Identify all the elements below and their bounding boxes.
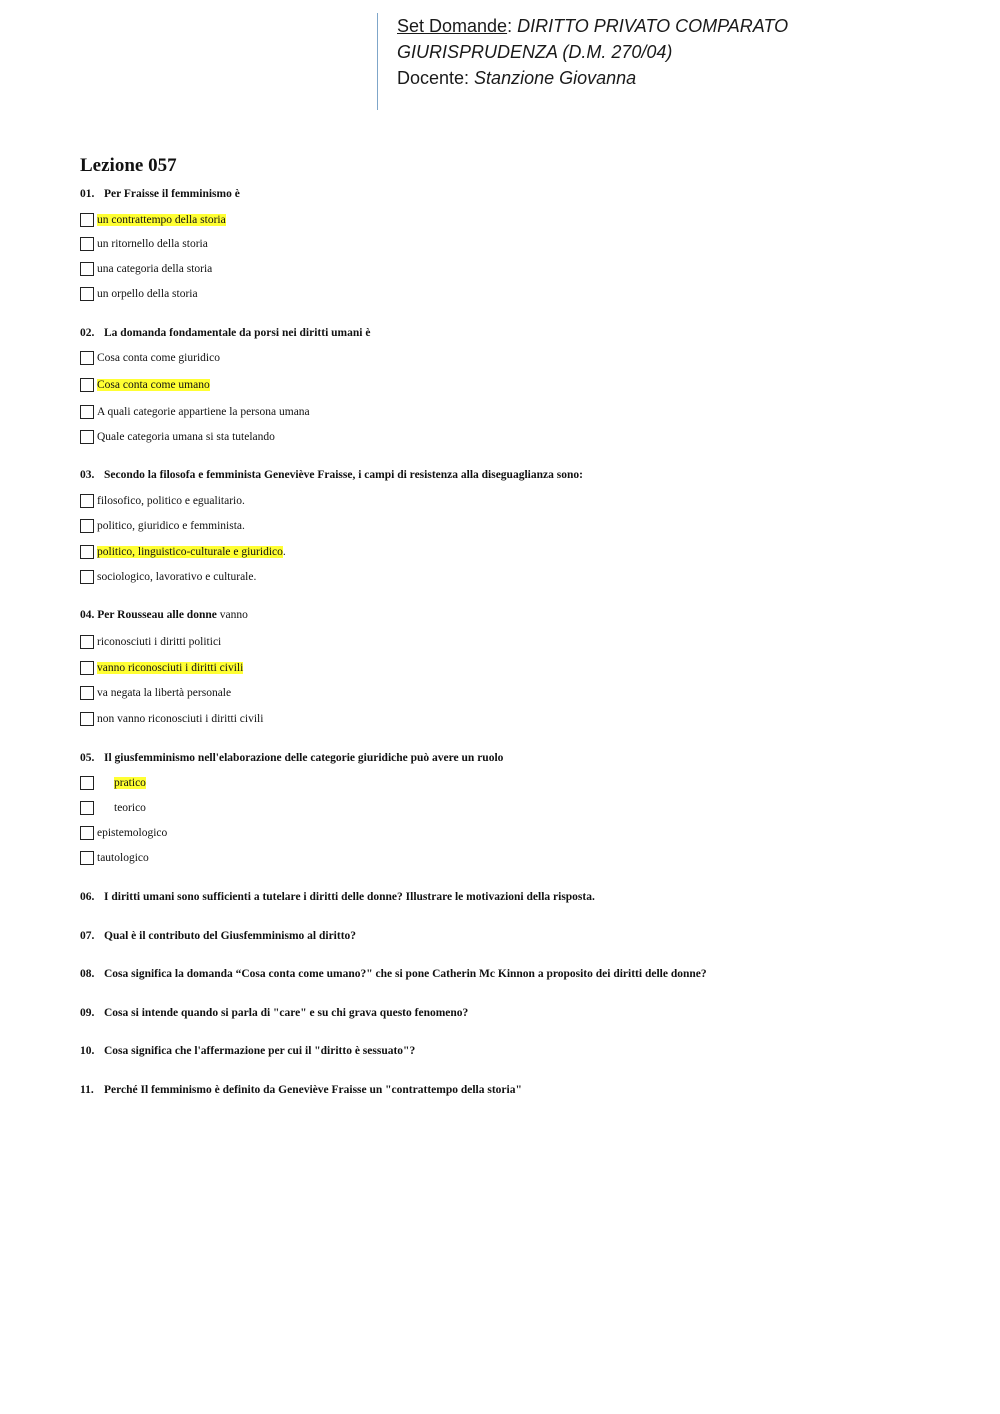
question-05 <box>80 752 503 764</box>
option[interactable] <box>80 213 226 227</box>
question-number: 11. <box>80 1084 94 1096</box>
question-text: La domanda fondamentale da porsi nei diritti umani è <box>104 327 371 339</box>
question-number: 07. <box>80 930 95 942</box>
course-title-line1: DIRITTO PRIVATO COMPARATO <box>517 16 789 36</box>
checkbox[interactable] <box>80 378 94 392</box>
question-number: 02. <box>80 327 95 339</box>
set-line <box>397 13 788 39</box>
option[interactable] <box>80 405 310 419</box>
option-label: A quali categorie appartiene la persona umana <box>97 406 310 418</box>
option-label: politico, giuridico e femminista. <box>97 520 245 532</box>
question-number: 06. <box>80 891 95 903</box>
question-number: 10. <box>80 1045 95 1057</box>
checkbox[interactable] <box>80 545 94 559</box>
checkbox[interactable] <box>80 570 94 584</box>
option[interactable] <box>80 237 208 251</box>
question-10 <box>80 1045 415 1057</box>
option[interactable] <box>80 378 210 392</box>
option[interactable] <box>80 686 231 700</box>
question-text: Il giusfemminismo nell'elaborazione delle categorie giuridiche può avere un ruolo <box>104 752 504 764</box>
checkbox[interactable] <box>80 405 94 419</box>
checkbox[interactable] <box>80 712 94 726</box>
course-title-line2: GIURISPRUDENZA (D.M. 270/04) <box>397 42 673 62</box>
question-number: 08. <box>80 968 95 980</box>
option[interactable] <box>80 801 146 815</box>
question-text: Qual è il contributo del Giusfemminismo al diritto? <box>104 930 357 942</box>
option[interactable] <box>80 430 275 444</box>
option-label: va negata la libertà personale <box>97 687 232 699</box>
option-label: Cosa conta come giuridico <box>97 352 220 364</box>
option-label: riconosciuti i diritti politici <box>97 636 222 648</box>
question-11 <box>80 1084 522 1096</box>
option-label: filosofico, politico e egualitario. <box>97 495 245 507</box>
question-01 <box>80 188 240 200</box>
checkbox[interactable] <box>80 851 94 865</box>
option[interactable] <box>80 262 212 276</box>
option-suffix: . <box>282 546 286 558</box>
question-number: 05. <box>80 752 95 764</box>
option[interactable] <box>80 712 263 726</box>
option-label: un ritornello della storia <box>97 238 208 250</box>
question-text: Cosa si intende quando si parla di "care" e su chi grava questo fenomeno? <box>104 1007 469 1019</box>
question-09 <box>80 1007 468 1019</box>
option-label: politico, linguistico-culturale e giuridico <box>97 546 283 558</box>
docente-line <box>397 65 788 91</box>
option-label: una categoria della storia <box>97 263 213 275</box>
question-text: Per Fraisse il femminismo è <box>104 188 240 200</box>
option[interactable] <box>80 287 198 301</box>
checkbox[interactable] <box>80 351 94 365</box>
option[interactable] <box>80 494 245 508</box>
question-text: Cosa significa la domanda “Cosa conta come umano?" che si pone Catherin Mc Kinnon a proposito dei diritti delle donne? <box>104 968 707 980</box>
question-number: 04. <box>80 609 95 621</box>
course-line2 <box>397 39 788 65</box>
option-label: epistemologico <box>97 827 168 839</box>
question-text: I diritti umani sono sufficienti a tutelare i diritti delle donne? Illustrare le motivazioni della risposta. <box>104 891 595 903</box>
option-label: un contrattempo della storia <box>97 214 226 226</box>
option[interactable] <box>80 826 167 840</box>
option[interactable] <box>80 545 286 559</box>
option-label: pratico <box>114 777 146 789</box>
question-04 <box>80 609 248 621</box>
question-03 <box>80 469 583 481</box>
option[interactable] <box>80 519 245 533</box>
question-text: Perché Il femminismo è definito da Geneviève Fraisse un "contrattempo della storia" <box>104 1084 522 1096</box>
option-label: Quale categoria umana si sta tutelando <box>97 431 275 443</box>
checkbox[interactable] <box>80 776 94 790</box>
checkbox[interactable] <box>80 430 94 444</box>
option[interactable] <box>80 570 256 584</box>
option[interactable] <box>80 661 243 675</box>
option-label: non vanno riconosciuti i diritti civili <box>97 713 264 725</box>
question-text: Per Rousseau alle donne <box>97 609 217 621</box>
checkbox[interactable] <box>80 494 94 508</box>
checkbox[interactable] <box>80 801 94 815</box>
checkbox[interactable] <box>80 635 94 649</box>
option[interactable] <box>80 635 221 649</box>
question-08 <box>80 968 707 980</box>
checkbox[interactable] <box>80 213 94 227</box>
question-02 <box>80 327 370 339</box>
document-header <box>377 13 788 110</box>
checkbox[interactable] <box>80 262 94 276</box>
lesson-title: Lezione 057 <box>80 155 177 176</box>
set-label: Set Domande <box>397 16 508 36</box>
option-label: sociologico, lavorativo e culturale. <box>97 571 257 583</box>
question-number: 01. <box>80 188 95 200</box>
option-label: Cosa conta come umano <box>97 379 210 391</box>
checkbox[interactable] <box>80 686 94 700</box>
question-07 <box>80 930 356 942</box>
checkbox[interactable] <box>80 519 94 533</box>
question-text: Secondo la filosofa e femminista Geneviève Fraisse, i campi di resistenza alla diseguaglianza sono: <box>104 469 583 481</box>
docente-label: Docente: <box>397 68 475 88</box>
option[interactable] <box>80 776 146 790</box>
option-label: tautologico <box>97 852 149 864</box>
question-text-rest: vanno <box>216 609 248 621</box>
question-text: Cosa significa che l'affermazione per cui il "diritto è sessuato"? <box>104 1045 416 1057</box>
option-label: vanno riconosciuti i diritti civili <box>97 662 244 674</box>
question-number: 03. <box>80 469 95 481</box>
checkbox[interactable] <box>80 826 94 840</box>
question-06 <box>80 891 595 903</box>
option[interactable] <box>80 851 149 865</box>
checkbox[interactable] <box>80 661 94 675</box>
option-label: teorico <box>114 802 146 814</box>
set-separator: : <box>507 16 518 36</box>
docente-name: Stanzione Giovanna <box>474 68 637 88</box>
checkbox[interactable] <box>80 287 94 301</box>
question-number: 09. <box>80 1007 95 1019</box>
option[interactable] <box>80 351 220 365</box>
option-label: un orpello della storia <box>97 288 198 300</box>
checkbox[interactable] <box>80 237 94 251</box>
